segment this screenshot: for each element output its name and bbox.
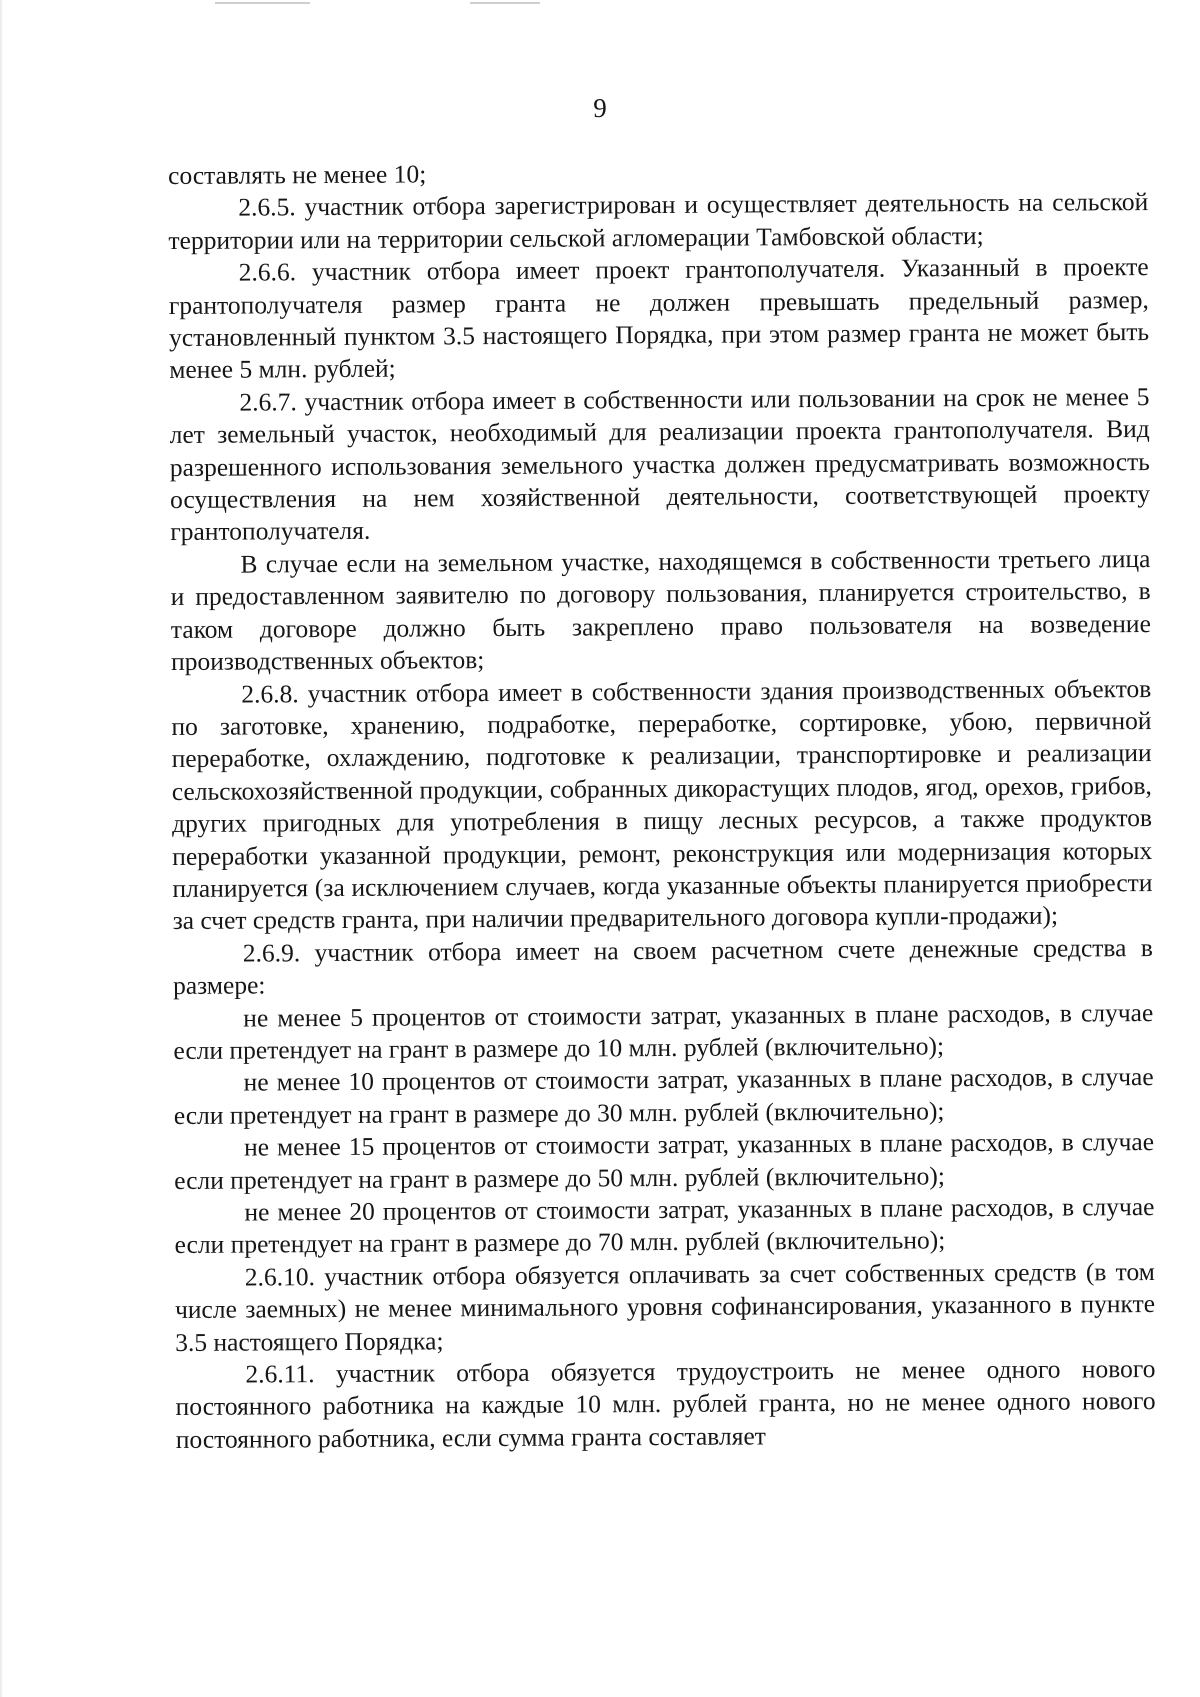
paragraph-funds-5-percent: не менее 5 процентов от стоимости затрат, указанных в плане расходов, в случае если претендует на грант в размере до 10 млн. рублей (включительно); bbox=[173, 997, 1154, 1065]
paragraph-2-6-6: 2.6.6. участник отбора имеет проект грантополучателя. Указанный в проекте грантополучателя размер гранта не должен превышать предельный размер, установленный пунктом 3.5 настоящего Порядка, при этом размер гранта не может быть менее 5 млн. рублей; bbox=[168, 252, 1150, 385]
page-number: 9 bbox=[593, 93, 607, 123]
paragraph-land-plot-note: В случае если на земельном участке, находящемся в собственности третьего лица и предоставленном заявителю по договору пользования, планируется строительство, в таком договоре должно быть закреплено право пользователя на возведение производственных объектов; bbox=[170, 543, 1151, 677]
scan-edge-shadow bbox=[0, 0, 3, 1697]
scan-artifact-top bbox=[215, 2, 310, 4]
paragraph-funds-10-percent: не менее 10 процентов от стоимости затрат, указанных в плане расходов, в случае если претендует на грант в размере до 30 млн. рублей (включительно); bbox=[173, 1062, 1154, 1130]
paragraph-funds-20-percent: не менее 20 процентов от стоимости затрат, указанных в плане расходов, в случае если претендует на грант в размере до 70 млн. рублей (включительно); bbox=[174, 1191, 1155, 1260]
paragraph-2-6-9: 2.6.9. участник отбора имеет на своем расчетном счете денежные средства в размере: bbox=[172, 932, 1153, 1001]
paragraph-2-6-11: 2.6.11. участник отбора обязуется трудоустроить не менее одного нового постоянного работника на каждые 10 млн. рублей гранта, но не менее одного нового постоянного работника, если сумма гранта составляет bbox=[175, 1354, 1156, 1454]
paragraph-2-6-5: 2.6.5. участник отбора зарегистрирован и осуществляет деятельность на сельской территории или на территории сельской агломерации Тамбовской области; bbox=[168, 187, 1149, 255]
scan-artifact-top bbox=[470, 2, 540, 4]
paragraph-funds-15-percent: не менее 15 процентов от стоимости затрат, указанных в плане расходов, в случае если претендует на грант в размере до 50 млн. рублей (включительно); bbox=[174, 1127, 1155, 1195]
document-body bbox=[168, 154, 1156, 1456]
paragraph-continuation: составлять не менее 10; bbox=[168, 159, 427, 190]
paragraph-2-6-10: 2.6.10. участник отбора обязуется оплачивать за счет собственных средств (в том числе заемных) не менее минимального уровня софинансирования, указанного в пункте 3.5 настоящего Порядка; bbox=[174, 1256, 1156, 1357]
paragraph-2-6-7: 2.6.7. участник отбора имеет в собственности или пользовании на срок не менее 5 лет земельный участок, необходимый для реализации проекта грантополучателя. Вид разрешенного использования земельного участка должен предусматривать возможность осуществления на нем хозяйственной деятельности, соответствующей проекту грантополучателя. bbox=[169, 381, 1151, 547]
paragraph-2-6-8: 2.6.8. участник отбора имеет в собственности здания производственных объектов по заготовке, хранению, подработке, переработке, сортировке, убою, первичной переработке, охлаждению, подготовке к реализации, транспортировке и реализации сельскохозяйственной продукции, собранных дикорастущих плодов, ягод, орехов, грибов, других пригодных для употребления в пищу лесных ресурсов, а также продуктов переработки указанной продукции, ремонт, реконструкция или модернизация которых планируется (за исключением случаев, когда указанные объекты планируется приобрести за счет средств гранта, при наличии предварительного договора купли-продажи); bbox=[171, 673, 1153, 936]
